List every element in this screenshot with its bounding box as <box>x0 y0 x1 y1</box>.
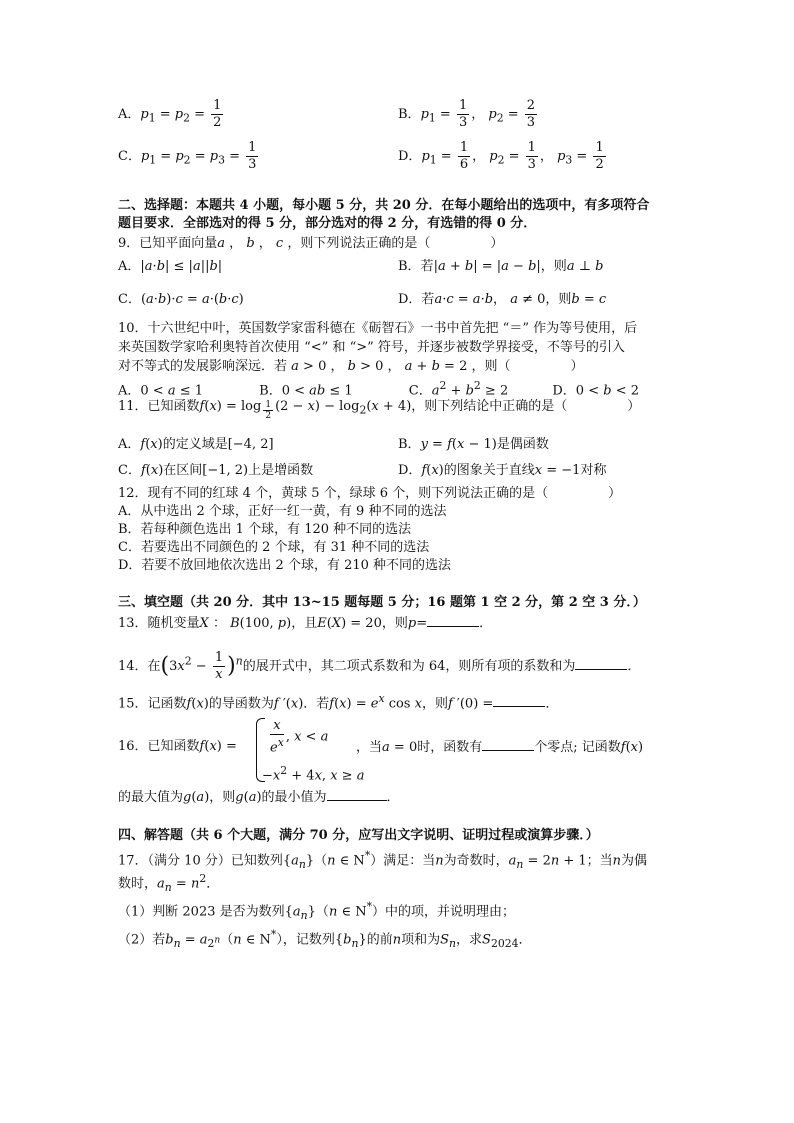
q14: 14．在($3x^2$ − $\frac{1}{x}$ )$^n$的展开式中，其二项式系数和为 64，则所有项的系数和为 ． <box>118 650 641 682</box>
q11-option-c: C．f(x)在区间[−1, 2)上是增函数 <box>118 463 314 478</box>
q16-line1-tail: ，当a = 0时，函数有 个零点; 记函数f(x) <box>356 740 644 755</box>
q9-option-d: D．若a·c = a·b， a ≠ 0，则b = c <box>398 292 607 307</box>
q16-line1: 16．已知函数f(x) = <box>118 739 237 754</box>
q11-stem: 11．已知函数f(x) = log $_{\frac{1}{2}}$ $(2 - x) - \log_2(x + 4)$，则下列结论中正确的是（ ） <box>118 399 641 422</box>
q10-line2: 来英国数学家哈利奥特首次使用 “<” 和 “>” 符号，并逐步被数学界接受，不等号的引入 <box>118 340 625 355</box>
q17-line1: 17．（满分 10 分）已知数列$\{a_n\}(n$ ∈ N*）满足：当n为奇数时，$a_n = 2n + 1$；当n为偶 <box>118 849 648 871</box>
q8-option-b: B．$p_1$ = $\frac{1}{3}$ ， $p_2$ = $\frac{2}{3}$ <box>398 98 536 130</box>
section3-heading: 三、填空题（共 20 分．其中 13~15 题每题 5 分；16 题第 1 空 2 分，第 2 空 3 分．） <box>118 595 646 610</box>
q13: 13．随机变量X ： B(100, p)，且E(X) = 20，则p= ． <box>118 616 493 631</box>
q9-option-a: A．|a·b| ≤ |a||b| <box>118 259 223 274</box>
q11-option-b: B．y = f(x − 1)是偶函数 <box>398 437 549 452</box>
q9-stem: 9．已知平面向量a ， b ， c ，则下列说法正确的是（ ） <box>118 236 504 251</box>
q12-option-b: B．若每种颜色选出 1 个球，有 120 种不同的选法 <box>118 522 412 537</box>
q15: 15．记函数f(x)的导函数为f ′(x)．若$f(x) = e^x$ cos x，则f ′(0) = ． <box>118 692 559 712</box>
q9-option-b: B．若|a + b| = |a − b|，则a ⊥ b <box>398 259 604 274</box>
q16-line2: 的最大值为g(a)，则g(a)的最小值为 ． <box>118 790 400 805</box>
q16-case2: $-x^2 + 4x$, x ≥ a <box>262 764 365 784</box>
q12-option-d: D．若要不放回地依次选出 2 个球，有 210 种不同的选法 <box>118 558 452 573</box>
q17-part2: （2）若$b_n = a_{2^n}(n$ ∈ N*），记数列$\{b_n\}$的前n项和为$S_n$，求$S_{2024}$． <box>118 928 532 950</box>
q17-line2: 数时，$a_n = n^2$． <box>118 872 220 894</box>
section2-heading-line2: 题目要求．全部选对的得 5 分，部分选对的得 2 分，有选错的得 0 分． <box>118 216 537 231</box>
q8-option-d: D．$p_1$ = $\frac{1}{6}$ ， $p_2$ = $\frac{1}{3}$ ， $p_3$ = $\frac{1}{2}$ <box>398 140 604 172</box>
q8-option-a: A．$p_1 = p_2$ = $\frac{1}{2}$ <box>118 98 222 130</box>
q12-option-c: C．若要选出不同颜色的 2 个球，有 31 种不同的选法 <box>118 540 430 555</box>
q12-stem: 12．现有不同的红球 4 个，黄球 5 个，绿球 6 个，则下列说法正确的是（ ） <box>118 486 622 501</box>
q12-option-a: A．从中选出 2 个球，正好一红一黄，有 9 种不同的选法 <box>118 504 447 519</box>
q8-option-c: C．$p_1 = p_2 = p_3$ = $\frac{1}{3}$ <box>118 140 257 172</box>
section2-heading-line1: 二、选择题：本题共 4 小题，每小题 5 分，共 20 分．在每小题给出的选项中，有多项符合 <box>118 198 650 213</box>
q11-option-a: A．f(x)的定义域是[−4, 2] <box>118 437 274 452</box>
q17-part1: （1）判断 2023 是否为数列$\{a_n\}(n$ ∈ N*）中的项，并说明理由； <box>118 900 516 922</box>
q10-options: A．0 < a ≤ 1 B．0 < ab ≤ 1 C．$a^2 + b^2 \ge 2$ D．0 < b < 2 <box>118 379 639 399</box>
q16-case1: $\frac{x}{e^x}$ , x < a <box>270 718 329 756</box>
q10-line1: 10．十六世纪中叶，英国数学家雷科德在《砺智石》一书中首先把 “＝” 作为等号使用，后 <box>118 321 638 336</box>
q10-line3: 对不等式的发展影响深远．若 a > 0 ， b > 0 ， a + b = 2 ，则（ ） <box>118 359 584 374</box>
q11-option-d: D．f(x)的图象关于直线x = −1对称 <box>398 463 607 478</box>
q9-option-c: C．(a·b)·c = a·(b·c) <box>118 292 244 307</box>
section4-heading: 四、解答题（共 6 个大题，满分 70 分，应写出文字说明、证明过程或演算步骤．） <box>118 828 599 843</box>
